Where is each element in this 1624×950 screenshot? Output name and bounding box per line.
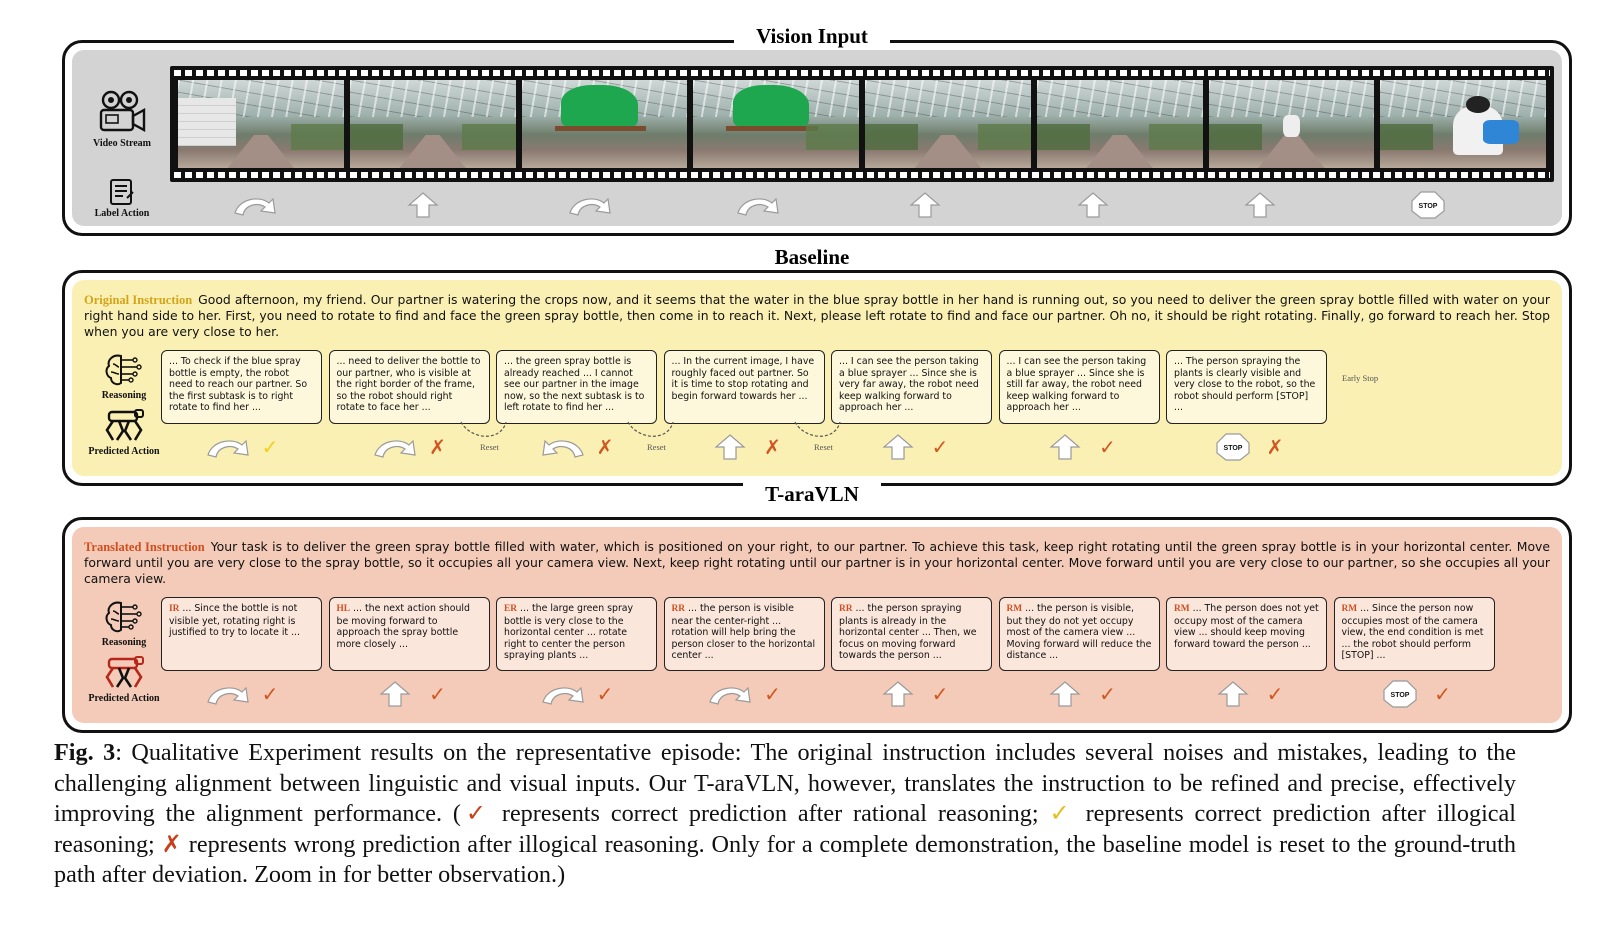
right-rotate-arrow-icon — [204, 433, 252, 461]
forward-arrow-icon — [874, 680, 922, 708]
reasoning-text: ... the person spraying plants is already in the horizontal center ... Then, we focus on moving forward towards the person ... — [839, 603, 977, 662]
reasoning-card — [329, 597, 490, 671]
reasoning-card: ... To check if the blue spray bottle is empty, the robot need to reach our partner. So the first subtask is to right rotate to find her ... — [161, 350, 322, 424]
video-frame — [1380, 80, 1546, 168]
forward-arrow-icon — [901, 191, 949, 219]
translated-instruction-text: Your task is to deliver the green spray bottle filled with water, which is positioned on your right, to our partner. To achieve this task, keep right rotating until the green spray bottle is in your horizontal center. Move forward until you are very close to the spray bottle, so it occupies all your camera view. Next, keep right rotating until our partner is in your horizontal center. Move forward until you are very close to our partner, so she occupies all your camera view. — [84, 539, 1551, 586]
forward-arrow-icon — [371, 680, 419, 708]
reasoning-text: ... Since the bottle is not visible yet, rotating right is justified to try to locate it ... — [169, 603, 301, 639]
svg-text:STOP: STOP — [1390, 692, 1410, 699]
correct-mark: ✓ — [261, 682, 279, 706]
right-rotate-arrow-icon — [204, 680, 252, 708]
reasoning-card: ... I can see the person taking a blue sprayer ... Since she is still far away, the robot need keep walking forward to approach her ... — [999, 350, 1160, 424]
label-action-cell — [1013, 190, 1173, 220]
reasoning-card: ... The person spraying the plants is clearly visible and very close to the robot, so the robot should perform [STOP] ... — [1166, 350, 1327, 424]
label-action-cell — [678, 190, 838, 220]
prediction-cell — [329, 432, 489, 462]
label-actions-row — [170, 190, 1554, 220]
wrong-mark: ✗ — [161, 830, 182, 858]
forward-arrow-icon — [1209, 680, 1257, 708]
film-perforations-top — [174, 70, 1550, 76]
correct-mark: ✓ — [1266, 682, 1284, 706]
tara-predictions-row — [161, 679, 1545, 709]
reasoning-text: ... the person is visible, but they do not yet occupy most of the camera view ... Moving forward will reduce the distance ... — [1006, 603, 1152, 662]
brain-circuit-icon — [103, 599, 145, 635]
prediction-cell — [1166, 679, 1326, 709]
label-action-cell — [343, 190, 503, 220]
forward-arrow-icon — [706, 433, 754, 461]
prediction-cell — [496, 679, 656, 709]
prediction-cell — [1166, 432, 1326, 462]
original-instruction — [84, 292, 1550, 340]
prediction-cell — [496, 432, 656, 462]
reasoning-label: Reasoning — [74, 352, 174, 401]
subtask-code: ER — [504, 604, 518, 614]
video-frame — [350, 80, 516, 168]
baseline-panel — [62, 270, 1572, 486]
forward-arrow-icon — [399, 191, 447, 219]
vision-input-panel — [62, 40, 1572, 236]
wrong-mark: ✗ — [1266, 435, 1284, 459]
vision-input-title: Vision Input — [0, 24, 1624, 49]
robot-dog-icon — [101, 406, 147, 444]
label-action-cell — [1348, 190, 1508, 220]
baseline-title: Baseline — [0, 245, 1624, 270]
tara-title: T-araVLN — [0, 482, 1624, 507]
forward-arrow-icon — [874, 433, 922, 461]
forward-arrow-icon — [1069, 191, 1117, 219]
predicted-action-label: Predicted Action — [74, 406, 174, 457]
reasoning-card — [496, 597, 657, 671]
reasoning-text: ... the large green spray bottle is very close to the horizontal center ... rotate right to center the person spraying plants ... — [504, 603, 634, 662]
subtask-code: HL — [336, 604, 351, 614]
tara-panel — [62, 517, 1572, 733]
baseline-predictions-row — [161, 432, 1545, 462]
document-list-icon — [107, 178, 137, 206]
caption-text-1: : Qualitative Experiment results on the representative episode: The original instruction includes several noises and mistakes, leading to the challenging alignment between linguistic and visual inputs. Our T-araVLN, however, translates the instruction to be refined and precise, effectively improving the alignment performance. ( — [54, 739, 1516, 828]
reasoning-card: ... the green spray bottle is already reached ... I cannot see our partner in the image now, so the next subtask is to left rotate to find her ... — [496, 350, 657, 424]
video-frame — [865, 80, 1031, 168]
original-instruction-tag: Original Instruction — [84, 293, 193, 307]
prediction-cell — [161, 432, 321, 462]
correct-mark: ✓ — [1434, 682, 1451, 706]
reasoning-card — [161, 597, 322, 671]
video-frame — [178, 80, 344, 168]
reasoning-text: ... the person is visible near the center-right ... rotation will help bring the person closer to the horizontal center ... — [671, 603, 816, 662]
label-action-cell — [1180, 190, 1340, 220]
correct-illogical-mark: ✓ — [261, 435, 279, 459]
prediction-cell — [999, 679, 1159, 709]
reasoning-card — [999, 597, 1160, 671]
video-frames — [178, 80, 1546, 168]
video-frame — [693, 80, 859, 168]
reasoning-card: ... need to deliver the bottle to our partner, who is visible at the right border of the frame, so the robot should right rotate to face her ... — [329, 350, 490, 424]
forward-arrow-icon — [1041, 433, 1089, 461]
label-action-cell — [175, 190, 335, 220]
prediction-cell — [161, 679, 321, 709]
tara-reasoning-cards — [161, 597, 1545, 671]
correct-mark: ✓ — [1099, 435, 1116, 459]
right-rotate-arrow-icon — [371, 433, 419, 461]
translated-instruction — [84, 539, 1550, 587]
label-action-label: Label Action — [72, 178, 172, 219]
reasoning-card — [831, 597, 992, 671]
right-rotate-arrow-icon — [706, 680, 754, 708]
figure-number: Fig. 3 — [54, 739, 116, 766]
subtask-code: RR — [839, 604, 853, 614]
left-rotate-arrow-icon — [539, 433, 587, 461]
reset-label-1: Reset — [480, 442, 499, 452]
predicted-action-label: Predicted Action — [74, 653, 174, 704]
subtask-code: IR — [169, 604, 180, 614]
prediction-cell — [831, 432, 991, 462]
early-stop-label: Early Stop — [1342, 373, 1379, 383]
robot-dog-icon — [101, 653, 147, 691]
correct-mark: ✓ — [931, 435, 949, 459]
correct-mark: ✓ — [460, 800, 491, 828]
prediction-cell — [664, 679, 824, 709]
reasoning-card: ... I can see the person taking a blue sprayer ... Since she is very far away, the robot need keep walking forward to approach her ... — [831, 350, 992, 424]
translated-instruction-tag: Translated Instruction — [84, 540, 205, 554]
baseline-reasoning-cards — [161, 350, 1545, 424]
brain-circuit-icon — [103, 352, 145, 388]
label-action-cell — [845, 190, 1005, 220]
prediction-cell — [999, 432, 1159, 462]
prediction-cell — [664, 432, 824, 462]
stop-arrow-icon — [1404, 191, 1452, 219]
video-frame — [1037, 80, 1203, 168]
label-action-cell — [510, 190, 670, 220]
reasoning-card — [1166, 597, 1327, 671]
wrong-mark: ✗ — [429, 435, 446, 459]
caption-text-2: represents correct prediction after rational reasoning; — [490, 800, 1050, 828]
correct-mark: ✓ — [931, 682, 949, 706]
prediction-cell — [329, 679, 489, 709]
svg-text:STOP: STOP — [1418, 203, 1437, 210]
right-rotate-arrow-icon — [566, 191, 614, 219]
right-rotate-arrow-icon — [231, 191, 279, 219]
reasoning-text: ... The person does not yet occupy most of the camera view ... should keep moving forward toward the person ... — [1174, 603, 1319, 650]
correct-illogical-mark: ✓ — [1049, 800, 1075, 828]
film-perforations-bottom — [174, 172, 1550, 178]
correct-mark: ✓ — [429, 682, 446, 706]
wrong-mark: ✗ — [764, 435, 781, 459]
reasoning-text: ... the next action should be moving forward to approach the spray bottle more closely ... — [336, 603, 470, 650]
forward-arrow-icon — [1236, 191, 1284, 219]
reasoning-card — [1334, 597, 1495, 671]
reasoning-card — [664, 597, 825, 671]
video-camera-icon — [97, 90, 147, 136]
wrong-mark: ✗ — [596, 435, 614, 459]
subtask-code: RM — [1174, 604, 1190, 614]
reset-label-2: Reset — [647, 442, 666, 452]
right-rotate-arrow-icon — [734, 191, 782, 219]
stop-arrow-icon — [1376, 680, 1424, 708]
reasoning-text: ... Since the person now occupies most of the camera view, the end condition is met ... the robot should perform [STOP] ... — [1341, 603, 1484, 662]
subtask-code: RM — [1341, 604, 1358, 614]
reasoning-card: ... In the current image, I have roughly faced out partner. So it is time to stop rotating and begin forward towards her ... — [664, 350, 825, 424]
caption-text-4: represents wrong prediction after illogical reasoning. Only for a complete demonstration, the baseline model is reset to the ground-truth path after deviation. Zoom in for better observation.) — [54, 830, 1516, 889]
right-rotate-arrow-icon — [539, 680, 587, 708]
correct-mark: ✓ — [1099, 682, 1116, 706]
original-instruction-text: Good afternoon, my friend. Our partner is watering the crops now, and it seems that the water in the blue spray bottle in her hand is running out, so you need to deliver the green spray bottle filled with water on your right hand side to her. First, you need to rotate to find and face the green spray bottle, then come in to reach it. Next, please left rotate to find and face our partner. Oh no, it should be right rotating. Finally, go forward to reach her. Stop when you are very close to her. — [84, 292, 1550, 339]
video-frame — [522, 80, 688, 168]
subtask-code: RR — [671, 604, 686, 614]
correct-mark: ✓ — [596, 682, 614, 706]
prediction-cell — [1334, 679, 1494, 709]
subtask-code: RM — [1006, 604, 1023, 614]
stop-arrow-icon — [1209, 433, 1257, 461]
reset-label-3: Reset — [814, 442, 833, 452]
video-frame — [1209, 80, 1375, 168]
forward-arrow-icon — [1041, 680, 1089, 708]
reasoning-label: Reasoning — [74, 599, 174, 648]
caption-text-3: represents correct prediction after illogical reasoning; — [54, 800, 1516, 858]
svg-text:STOP: STOP — [1223, 445, 1243, 452]
correct-mark: ✓ — [764, 682, 781, 706]
film-strip — [170, 66, 1554, 182]
figure-caption — [54, 738, 1516, 891]
prediction-cell — [831, 679, 991, 709]
video-stream-label: Video Stream — [72, 90, 172, 149]
